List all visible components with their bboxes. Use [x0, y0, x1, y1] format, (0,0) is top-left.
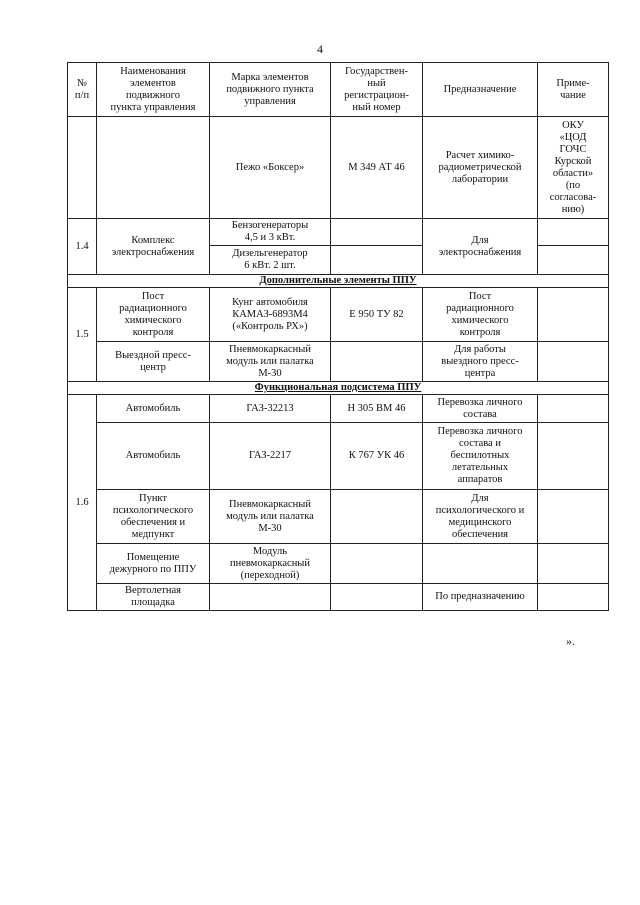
cell-purpose: [423, 544, 538, 584]
table-row: [68, 423, 609, 490]
table-row: [68, 490, 609, 544]
header-brand: Марка элементов подвижного пункта управления: [210, 63, 331, 117]
header-purpose: Предназначение: [423, 63, 538, 117]
cell-note: [538, 219, 609, 246]
table-row: [68, 219, 609, 246]
cell-num: [68, 117, 97, 219]
page-number: 4: [317, 42, 323, 56]
table-row: [68, 395, 609, 423]
cell-note: [538, 288, 609, 342]
cell-note: [538, 342, 609, 382]
cell-purpose: Для психологического и медицинского обеспечения: [423, 490, 538, 544]
cell-note: [538, 544, 609, 584]
vehicles-table: [67, 62, 609, 611]
cell-name: [97, 117, 210, 219]
header-name: Наименования элементов подвижного пункта управления: [97, 63, 210, 117]
cell-purpose: По предназначению: [423, 584, 538, 611]
cell-name: Пост радиационного химического контроля: [97, 288, 210, 342]
cell-note: [538, 246, 609, 275]
cell-note: [538, 423, 609, 490]
cell-brand: Бензогенераторы 4,5 и 3 кВт.: [210, 219, 331, 246]
cell-brand: Модуль пневмокаркасный (переходной): [210, 544, 331, 584]
cell-reg-number: [331, 584, 423, 611]
cell-purpose: Для электроснабжения: [423, 219, 538, 275]
table-row: [68, 342, 609, 382]
cell-name: Вертолетная площадка: [97, 584, 210, 611]
table-row: [68, 584, 609, 611]
table-row: [68, 288, 609, 342]
cell-name: Пункт психологического обеспечения и медпункт: [97, 490, 210, 544]
cell-brand: ГАЗ-32213: [210, 395, 331, 423]
cell-brand: Дизельгенератор 6 кВт. 2 шт.: [210, 246, 331, 275]
cell-brand: [210, 584, 331, 611]
cell-purpose: Перевозка личного состава: [423, 395, 538, 423]
cell-purpose: Перевозка личного состава и беспилотных летательных аппаратов: [423, 423, 538, 490]
cell-reg-number: [331, 490, 423, 544]
closing-quote-mark: ».: [566, 634, 575, 648]
header-num: № п/п: [68, 63, 97, 117]
cell-brand: Пневмокаркасный модуль или палатка М-30: [210, 342, 331, 382]
cell-reg-number: [331, 246, 423, 275]
cell-note: [538, 490, 609, 544]
cell-num: 1.4: [68, 219, 97, 275]
section-title: Дополнительные элементы ППУ: [68, 275, 609, 288]
header-note: Приме- чание: [538, 63, 609, 117]
section-title: Функциональная подсистема ППУ: [68, 382, 609, 395]
cell-note: ОКУ «ЦОД ГОЧС Курской области» (по согласова- нию): [538, 117, 609, 219]
cell-reg-number: Н 305 ВМ 46: [331, 395, 423, 423]
cell-reg-number: Е 950 ТУ 82: [331, 288, 423, 342]
cell-name: Помещение дежурного по ППУ: [97, 544, 210, 584]
cell-purpose: Для работы выездного пресс- центра: [423, 342, 538, 382]
cell-name: Выездной пресс- центр: [97, 342, 210, 382]
header-reg-number: Государствен- ный регистрацион- ный номер: [331, 63, 423, 117]
cell-num: 1.5: [68, 288, 97, 382]
cell-note: [538, 395, 609, 423]
section-row: [68, 275, 609, 288]
cell-name: Комплекс электроснабжения: [97, 219, 210, 275]
cell-brand: Пежо «Боксер»: [210, 117, 331, 219]
table-row: [68, 117, 609, 219]
cell-reg-number: [331, 219, 423, 246]
cell-purpose: Пост радиационного химического контроля: [423, 288, 538, 342]
table-row: [68, 544, 609, 584]
table-header-row: [68, 63, 609, 117]
cell-brand: Пневмокаркасный модуль или палатка М-30: [210, 490, 331, 544]
section-row: [68, 382, 609, 395]
cell-reg-number: [331, 342, 423, 382]
cell-purpose: Расчет химико- радиометрической лаборатории: [423, 117, 538, 219]
cell-brand: Кунг автомобиля КАМАЗ-6893М4 («Контроль РХ»): [210, 288, 331, 342]
cell-num: 1.6: [68, 395, 97, 611]
cell-reg-number: М 349 АТ 46: [331, 117, 423, 219]
cell-name: Автомобиль: [97, 395, 210, 423]
cell-reg-number: К 767 УК 46: [331, 423, 423, 490]
cell-note: [538, 584, 609, 611]
cell-reg-number: [331, 544, 423, 584]
cell-name: Автомобиль: [97, 423, 210, 490]
cell-brand: ГАЗ-2217: [210, 423, 331, 490]
